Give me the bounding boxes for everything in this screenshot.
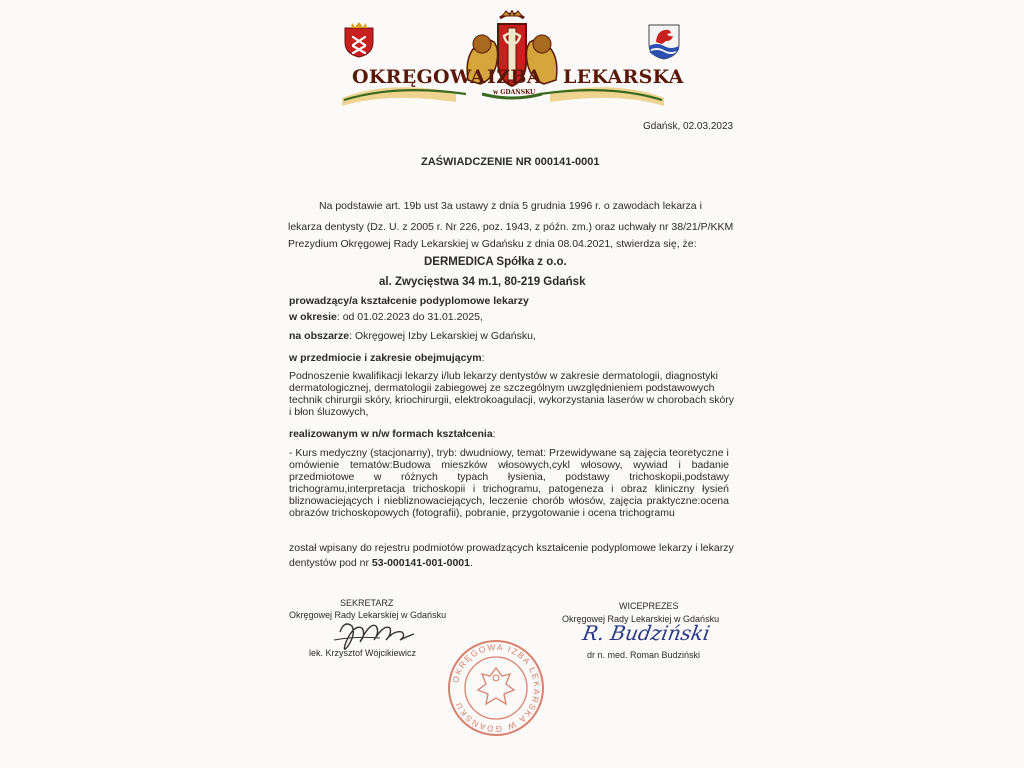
issue-date: Gdańsk, 02.03.2023 [643,121,734,132]
forms-text-line-1: - Kurs medyczny (stacjonarny), tryb: dwudniowy, temat: Przewidywane są zajęcia teoretyczne i [289,447,729,459]
scope-heading [289,352,485,364]
forms-colon: : [492,428,496,440]
forms-label: realizowanym w n/w formach kształcenia [289,428,493,440]
forms-text-line-5: bliznowaciejących i niebliznowaciejących, leczenie chorób włosów, zajęcia praktyczne:ocena [289,495,729,507]
scope-text-line-4: i błon śluzowych, [289,406,369,418]
secretary-org: Okręgowej Rady Lekarskiej w Gdańsku [289,610,447,620]
forms-text-line-2: omówienie tematów:Budowa mieszków włosowych,cykl włosowy, wywiad i badanie [289,459,729,471]
registry-prefix: dentystów pod nr [289,557,372,569]
vicepresident-role: WICEPREZES [619,601,679,611]
area-label: na obszarze [289,330,350,342]
scope-text-line-3: technik chirurgii skóry, kriochirurgii, elektrokoagulacji, wykorzystania laserów w chorobach skóry [289,394,735,406]
scope-text-line-1: Podnoszenie kwalifikacji lekarzy i/lub lekarzy dentystów w zakresie dermatologii, diagnostyki [289,370,718,382]
vicepresident-signature: R. Budziński [580,621,712,645]
registry-number: 53-000141-001-0001 [371,557,470,569]
period-value: : od 01.02.2023 do 31.01.2025, [336,311,483,323]
registry-line-2 [289,557,473,569]
area-line [289,330,536,342]
official-stamp-icon [446,638,546,738]
forms-text-line-6: obrazów trichoskopowych (fotografii), pobranie, przygotowanie i ocena trichogramu [289,507,675,519]
intro-line-2: lekarza dentysty (Dz. U. z 2005 r. Nr 226, poz. 1943, z późn. zm.) oraz uchwały nr 38/21/P/KKM [288,221,734,233]
certificate-title: ZAŚWIADCZENIE NR 000141-0001 [421,156,600,168]
svg-text:OKRĘGOWA IZBA LEKARSKA W GDAŃS [450,642,542,734]
conducting-label: prowadzący/a kształcenie podyplomowe lekarzy [289,295,529,307]
forms-text-line-3: przedmiotowe w różnych typach łysienia, podstawy trichoskopii,podstawy [289,471,729,483]
vicepresident-org: Okręgowej Rady Lekarskiej w Gdańsku [562,614,720,624]
secretary-name: lek. Krzysztof Wójcikiewicz [309,648,417,658]
period-label: w okresie [289,311,337,323]
griffin-coat-of-arms-icon [647,22,681,60]
gdansk-coat-of-arms-icon [343,20,375,58]
forms-text-line-4: trichogramu,interpretacja trichoskopii i trichogramu, patogeneza i obraz kliniczny łysień [289,483,729,495]
company-name: DERMEDICA Spółka z o.o. [424,256,567,268]
registry-suffix: . [469,557,473,569]
area-value: : Okręgowej Izby Lekarskiej w Gdańsku, [349,330,536,342]
vicepresident-name: dr n. med. Roman Budziński [587,650,701,660]
intro-line-3: Prezydium Okręgowej Rady Lekarskiej w Gdańsku z dnia 08.04.2021, stwierdza się, że: [288,238,697,250]
forms-heading [289,428,496,440]
intro-line-1: Na podstawie art. 19b ust 3a ustawy z dnia 5 grudnia 1996 r. o zawodach lekarza i [319,200,702,212]
org-word-okregowa: OKRĘGOWA [352,66,486,88]
secretary-role: SEKRETARZ [340,598,394,608]
company-address: al. Zwycięstwa 34 m.1, 80-219 Gdańsk [379,276,586,288]
scope-label: w przedmiocie i zakresie obejmującym [289,352,482,364]
scope-colon: : [481,352,485,364]
period-line [289,311,483,323]
org-city: w GDAŃSKU [493,89,536,96]
stamp-text: OKRĘGOWA IZBA LEKARSKA W GDAŃSKU [450,641,543,735]
registry-line-1: został wpisany do rejestru podmiotów prowadzących kształcenie podyplomowe lekarzy i lekarzy [289,542,734,554]
scope-text-line-2: dermatologicznej, dermatologii zabiegowej ze szczególnym uwzględnieniem podstawowych [289,382,715,394]
org-word-izba: IZBA [487,66,542,88]
org-word-lekarska: LEKARSKA [563,66,684,88]
